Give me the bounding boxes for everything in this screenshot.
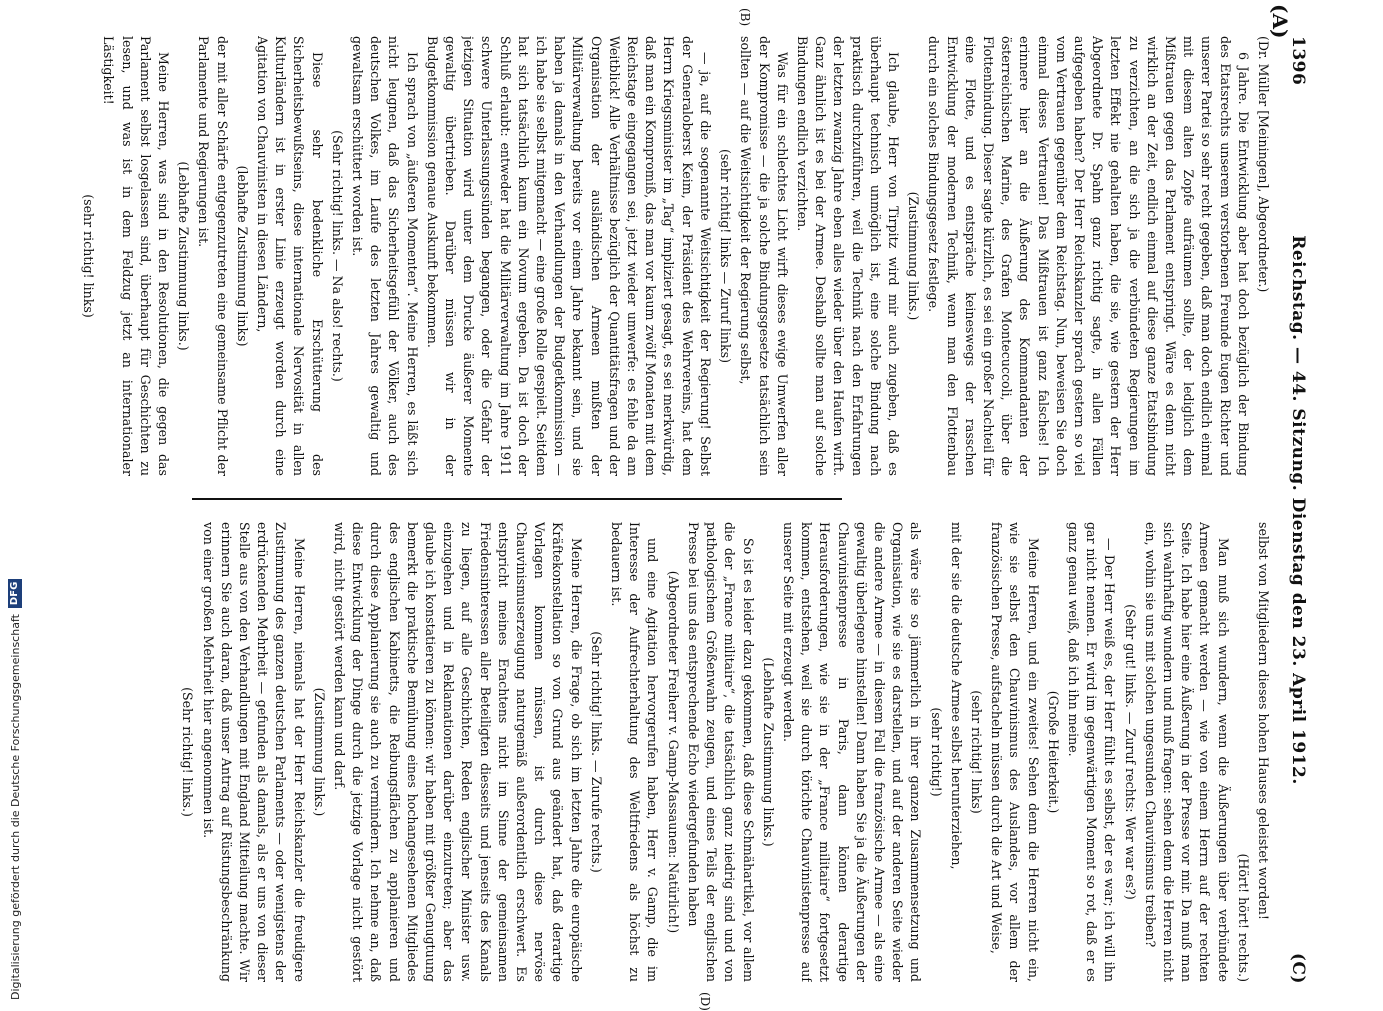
interjection: (sehr richtig! links) — [968, 690, 984, 814]
paragraph: — Der Herr weiß es, der Herr fühlt es selbst, der es war; ich will ihn gar nicht nennen. Er wird im gegenwärtigen Moment so rot, daß er es ganz genau weiß, daß ich ihn meine. — [1065, 522, 1118, 982]
paragraph: der mit aller Schärfe entgegenzutreten eine gemeinsame Pflicht der Parlamente und Regierungen ist. — [196, 36, 230, 476]
interjection: (sehr richtig! links) — [81, 194, 97, 318]
paragraph: 6 Jahre. Die Entwicklung aber hat doch bezüglich der Bindung des Etatsrechts unserem verstorbenen Freunde Eugen Richter und unserer Partei so sehr recht gegeben, daß man doch endlich einmal mit diesem alten Zopfe aufräumen sollte, der lediglich dem Mißtrauen gegen das Parlament entspringt. Wäre es denn nicht wirklich an der Zeit, endlich einmal auf diese ganze Etatsbindung zu verzichten, an die sich ja die verbündeten Regierungen im letzten Effekt nie gehalten haben, die sie, wie gestern der Herr Abgeordnete Dr. Spahn ganz richtig sagte, in allen Fällen aufgegeben haben? Der Herr Reichskanzler sprach gestern so viel vom Vertrauen gegenüber dem Reichstag. Nun, beweisen Sie doch einmal dieses Vertrauen! Das Mißtrauen ist ganz falsches! Ich erinnere hier an die Äußerung des Kommandanten der österreichischen Marine, des Grafen Montecuccoli, über die Flottenbindung. Dieser sagte kürzlich, es sei ein großer Nachteil für eine Flotte, und es entspräche keineswegs der rasschen Entwicklung der modernen Technik, wenn man den Flottenbau durch ein solches Bindungsgesetz festlege. — [926, 36, 1251, 476]
digitization-credit — [4, 0, 26, 1000]
paragraph: selbst von Mitgliedern dieses hohen Hauses geleistet worden! — [1256, 522, 1271, 920]
paragraph: Diese sehr bedenkliche Erschütterung des Sicherheitsbewußtseins, diese internationale Nervosität in allen Kulturländern ist in erster Linie erzeugt worden durch eine Agitation von Chauvinisten in diesen Ländern, — [255, 36, 325, 476]
interjection: (Große Heiterkeit.) — [1045, 690, 1061, 814]
interjection: (sehr richtig!) — [928, 707, 944, 797]
paragraph: Ich sprach von „äußeren Momenten“. Meine Herren, es läßt sich nicht leugnen, daß das Sicherheitsgefühl der Völker, auch des deutschen Volkes, im Laufe des letzten Jahres gewaltig und gewaltsam erschüttert worden ist. — [350, 36, 420, 476]
interjection: (Sehr richtig! links. — Na also! rechts.) — [329, 130, 345, 382]
paragraph: Was für ein schlechtes Licht wirft dieses ewige Umwerfen aller der Kompromisse — die ja solche Bindungsgesetze tatsächlich sein sollten — auf die Weitsichtigkeit der Regierung selbst, — [738, 36, 790, 476]
paragraph: Meine Herren, und ein zweites! Sehen denn die Herren nicht ein, wie sie selbst den Chauvinismus des Auslandes, vor allem der französischen Presse, aufstacheln müssen durch die Art und Weise, — [989, 522, 1041, 982]
margin-mark-c: (C) — [1288, 952, 1308, 984]
paragraph: So ist es leider dazu gekommen, daß diese Schmähartikel, vor allem die der „France militaire“, die tatsächlich ganz niedrig sind und von pathologischem Größenwahn zeugen, und eines Teils der englischen Presse bei uns das entsprechende Echo wiedergefunden haben — [685, 522, 756, 982]
credit-text: Digitalisierung gefördert durch die Deutsche Forschungsgemeinschaft — [8, 614, 22, 1000]
paragraph: als wäre sie so jämmerlich in ihrer ganzen Zusammensetzung und Organisation, wie sie es darstellen, und auf der anderen Seite wieder die andere Armee — in diesem Fall die französische Armee — als eine gewaltig überlegene hinstellen! Dann haben Sie ja die Äußerungen der Chauvinistenpresse in Paris, dann können derartige Herausforderungen, wie sie in der „France militaire“ fortgesetzt kommen, entstehen, weil sie durch törichte Chauvinistenpresse auf unserer Seite mit erzeugt werden. — [780, 522, 924, 982]
paragraph: Meine Herren, niemals hat der Herr Reichskanzler die freudigere Zustimmung des ganzen deutschen Parlaments — oder wenigstens der erdrückenden Mehrheit — gefunden als damals, als er uns von dieser Stelle aus von den Verhandlungen mit England Mitteilung machte. Wir erinnern Sie auch daran, daß unser Antrag auf Rüstungsbeschränkung von einer großen Mehrheit hier angenommen ist. — [200, 522, 307, 982]
page-header — [1280, 30, 1312, 990]
interjection: (Sehr gut! links. — Zuruf rechts: Wer war es?) — [1122, 604, 1138, 900]
margin-mark-a: (A) — [1268, 4, 1292, 39]
paragraph: und eine Agitation hervorgerufen haben, Herr v. Gamp, die im Interesse der Aufrechterhaltung des Weltfriedens als höchst zu bedauern ist. — [609, 522, 661, 982]
interjection: (Sehr richtig! links. — Zurufe rechts.) — [588, 631, 604, 873]
interjection: (lebhafte Zustimmung links) — [234, 165, 250, 347]
margin-mark-b: (B) — [738, 8, 752, 27]
page-running-title: Reichstag. — 44. Sitzung. Dienstag den 23. April 1912. — [1288, 235, 1308, 785]
paragraph: mit der sie die deutsche Armee selbst herunterziehen, — [948, 522, 964, 870]
paragraph: Ich glaube, Herr von Tirpitz wird mir auch zugeben, daß es überhaupt technisch unmöglich ist, eine solche Bindung nach praktisch durchzuführen, weil die Technik nach den Erfahrungen der letzten zwanzig Jahre eben alles wieder über den Haufen wirft. Ganz ähnlich ist es bei der Armee. Deshalb sollte man auf solche Bindungen endlich verzichten. — [794, 36, 901, 476]
paragraph: Meine Herren, was sind in den Resolutionen, die gegen das Parlament selbst losgelassen sind, überhaupt für Geschichten zu lesen, und was ist in dem Feldzug jetzt an internationaler Lästigkeit! — [101, 36, 172, 476]
interjection: (Zustimmung links.) — [311, 687, 327, 817]
dfg-logo: DFG — [8, 579, 22, 608]
interjection: (Abgeordneter Freiherr v. Gamp-Massaunen: Natürlich!) — [665, 570, 681, 934]
interjection: (sehr richtig! links — Zuruf links) — [718, 148, 734, 364]
interjection: (Lebhafte Zustimmung links.) — [176, 161, 192, 351]
paragraph: — ja, auf die sogenannte Weitsichtigkeit der Regierung! Selbst der Generaloberst Keim, der Präsident des Wehrvereins, hat dem Herrn Kriegsminister im „Tag“ impliziert gesagt, es sei merkwürdig, daß man ein Kompromiß, das man vor kaum zwölf Monaten mit dem Reichstage eingegangen sei, jetzt wieder umwerfe: es fehle da am Weitblick! Alle Verhältnisse bezüglich der Quantitätsfragen und der Organisation der ausländischen Armeen mußten der Militärverwaltung bereits vor einem Jahre bekannt sein, und sie haben ja damals in den Verhandlungen der Budgetkommission — ich habe sie selbst mitgemacht — eine große Rolle gespielt. Seitdem hat sich tatsächlich kaum ein Novum ergeben. Da ist doch der Schluß erlaubt: entweder hat die Militärverwaltung im Jahre 1911 schwere Unterlassungssünden begangen, oder die Gefahr der jetzigen Situation wird unter dem Drucke äußerer Momente gewaltig übertrieben. Darüber müssen wir in der Budgetkommission genaue Auskunft bekommen. — [424, 36, 713, 476]
interjection: (Zustimmung links.) — [906, 191, 922, 321]
interjection: (Hört! hört! rechts.) — [1235, 853, 1251, 982]
left-text-column — [72, 36, 1272, 476]
right-text-column — [72, 522, 1272, 982]
paragraph: Meine Herren, die Frage, ob sich im letzten Jahre die europäische Kräftekonstellation so von Grund aus geändert hat, daß derartige Vorlagen kommen müssen, ist durch diese nervöse Chauvinismuserzeugung naturgemäß außerordentlich erschwert. Es entspricht meines Erachtens nicht im Sinne der gemeinsamen Friedensinteressen aller Beteiligten diesseits und jenseits des Kanals zu liegen, auf alle Geschichten, Reden englischer Minister usw. einzugehen und in Reklamationen darüber einzutreten; aber das glaube ich konstatieren zu können: wir haben mit größter Genugtuung bemerkt die praktische Bemühung eines hochangesehenen Mitgliedes des englischen Kabinetts, die Reibungsflächen zu applanieren und durch diese Applanierung sie auch zu vermindern. Ich nehme an, daß diese Entwicklung der Dinge durch die jetzige Vorlage nicht gestört wird, nicht gestört werden kann und darf. — [332, 522, 584, 982]
interjection: (Lebhafte Zustimmung links.) — [760, 657, 776, 847]
paragraph: (Dr. Müller [Meiningen], Abgeordneter.) — [1256, 36, 1271, 293]
rotated-page — [62, 4, 1312, 1011]
column-divider — [192, 498, 842, 500]
interjection: (Sehr richtig! links.) — [180, 687, 196, 817]
page-number: 1396 — [1288, 36, 1308, 86]
paragraph: Man muß sich wundern, wenn die Äußerungen über verbündete Armeen gemacht werden — wie von einem Herrn auf der rechten Seite. Ich habe hier eine Äußerung in der Presse vor mir. Da muß man sich wahrhaftig wundern und muß fragen: sehen denn die Herren nicht ein, wohin sie uns mit solchen ungesunden Chauvinismus treiben? — [1142, 522, 1231, 982]
margin-mark-d: (D) — [698, 992, 712, 1011]
